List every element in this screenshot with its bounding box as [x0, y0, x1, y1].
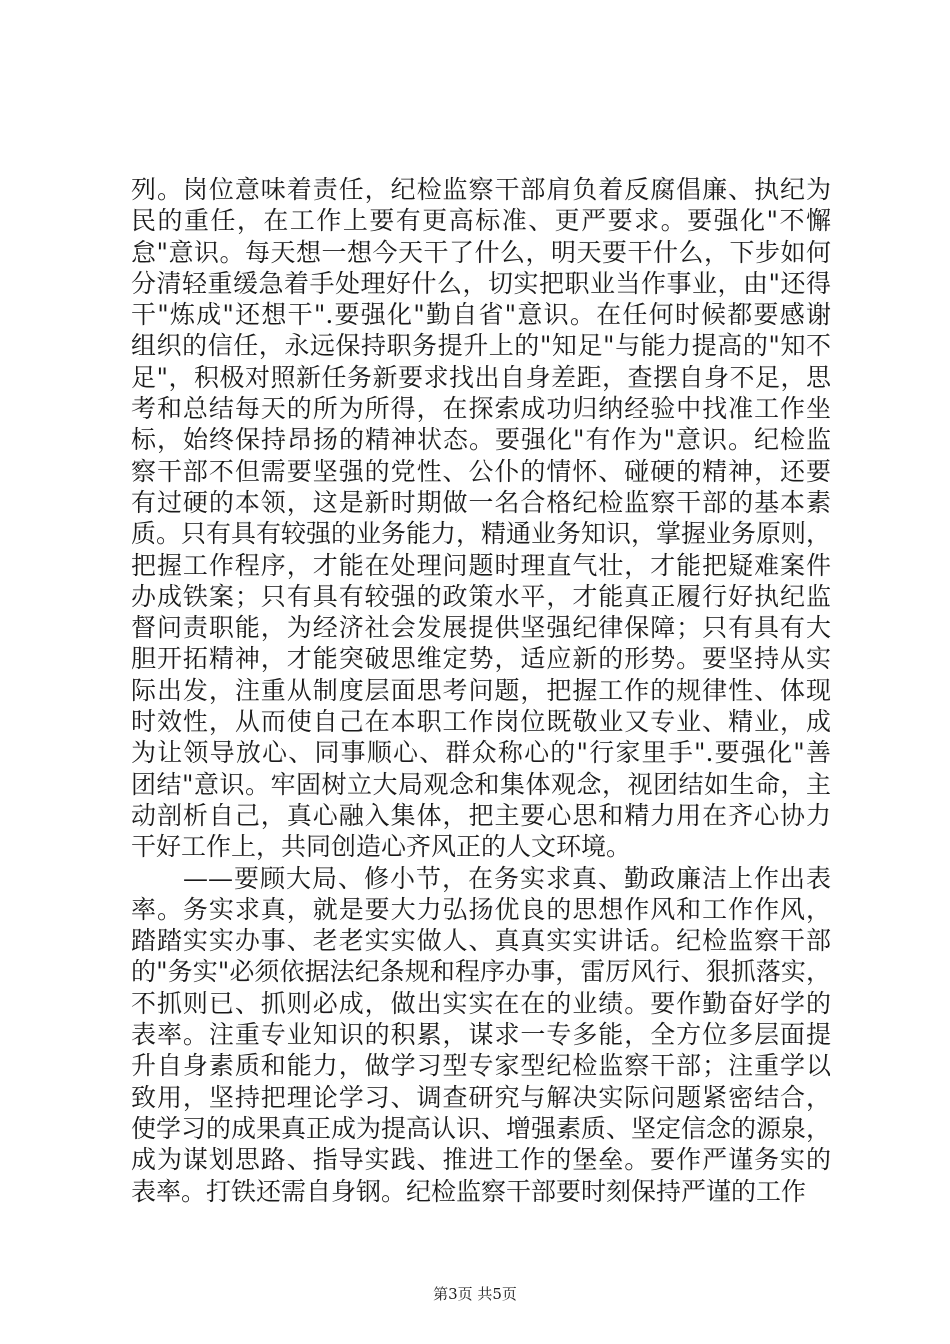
text-line: 时效性，从而使自己在本职工作岗位既敬业又专业、精业，成 [131, 707, 831, 737]
text-line: 踏踏实实办事、老老实实做人、真真实实讲话。纪检监察干部 [131, 926, 831, 956]
text-line: 不抓则已、抓则必成，做出实实在在的业绩。要作勤奋好学的 [131, 988, 831, 1018]
text-line: 组织的信任，永远保持职务提升上的"知足"与能力提高的"知不 [131, 331, 831, 361]
text-line: 考和总结每天的所为所得，在探索成功归纳经验中找准工作坐 [131, 394, 831, 424]
text-line: 率。务实求真，就是要大力弘扬优良的思想作风和工作作风， [131, 894, 831, 924]
text-line: 质。只有具有较强的业务能力，精通业务知识，掌握业务原则， [131, 519, 832, 549]
text-line: 的"务实"必须依据法纪条规和程序办事，雷厉风行、狠抓落实， [131, 957, 831, 987]
text-line: 察干部不但需要坚强的党性、公仆的情怀、碰硬的精神，还要 [131, 456, 831, 486]
text-line: 列。岗位意味着责任，纪检监察干部肩负着反腐倡廉、执纪为 [131, 175, 831, 204]
text-line: 民的重任，在工作上要有更高标准、更严要求。要强化"不懈 [131, 206, 831, 236]
text-line: 督问责职能，为经济社会发展提供坚强纪律保障；只有具有大 [131, 613, 831, 643]
text-line: 分清轻重缓急着手处理好什么，切实把职业当作事业，由"还得 [131, 268, 831, 298]
text-line: 胆开拓精神，才能突破思维定势，适应新的形势。要坚持从实 [131, 644, 831, 674]
text-line: 表率。打铁还需自身钢。纪检监察干部要时刻保持严谨的工作 [131, 1176, 807, 1206]
text-line: 把握工作程序，才能在处理问题时理直气壮，才能把疑难案件 [131, 550, 831, 580]
text-line: ——要顾大局、修小节，在务实求真、勤政廉洁上作出表 [131, 863, 831, 893]
text-line: 成为谋划思路、指导实践、推进工作的堡垒。要作严谨务实的 [131, 1145, 831, 1175]
text-line: 干好工作上，共同创造心齐风正的人文环境。 [131, 832, 632, 862]
text-line: 升自身素质和能力，做学习型专家型纪检监察干部；注重学以 [131, 1051, 831, 1081]
text-line: 致用，坚持把理论学习、调查研究与解决实际问题紧密结合， [131, 1082, 831, 1112]
text-line: 为让领导放心、同事顺心、群众称心的"行家里手".要强化"善 [131, 738, 831, 768]
page-footer: 第3页 共5页 [433, 1285, 517, 1303]
text-line: 有过硬的本领，这是新时期做一名合格纪检监察干部的基本素 [131, 487, 831, 517]
text-line: 动剖析自己，真心融入集体，把主要心思和精力用在齐心协力 [131, 800, 831, 830]
body-text [131, 174, 831, 1207]
text-line: 干"炼成"还想干".要强化"勤自省"意识。在任何时候都要感谢 [131, 300, 831, 330]
text-line: 使学习的成果真正成为提高认识、增强素质、坚定信念的源泉， [131, 1113, 832, 1143]
text-line: 办成铁案；只有具有较强的政策水平，才能真正履行好执纪监 [131, 581, 831, 611]
text-line: 足"，积极对照新任务新要求找出自身差距，查摆自身不足，思 [131, 362, 831, 392]
text-line: 表率。注重专业知识的积累，谋求一专多能，全方位多层面提 [131, 1020, 831, 1050]
text-line: 际出发，注重从制度层面思考问题，把握工作的规律性、体现 [131, 675, 831, 705]
text-line: 团结"意识。牢固树立大局观念和集体观念，视团结如生命，主 [131, 769, 831, 799]
text-line: 标，始终保持昂扬的精神状态。要强化"有作为"意识。纪检监 [131, 425, 831, 455]
text-line: 怠"意识。每天想一想今天干了什么，明天要干什么，下步如何 [131, 237, 831, 267]
